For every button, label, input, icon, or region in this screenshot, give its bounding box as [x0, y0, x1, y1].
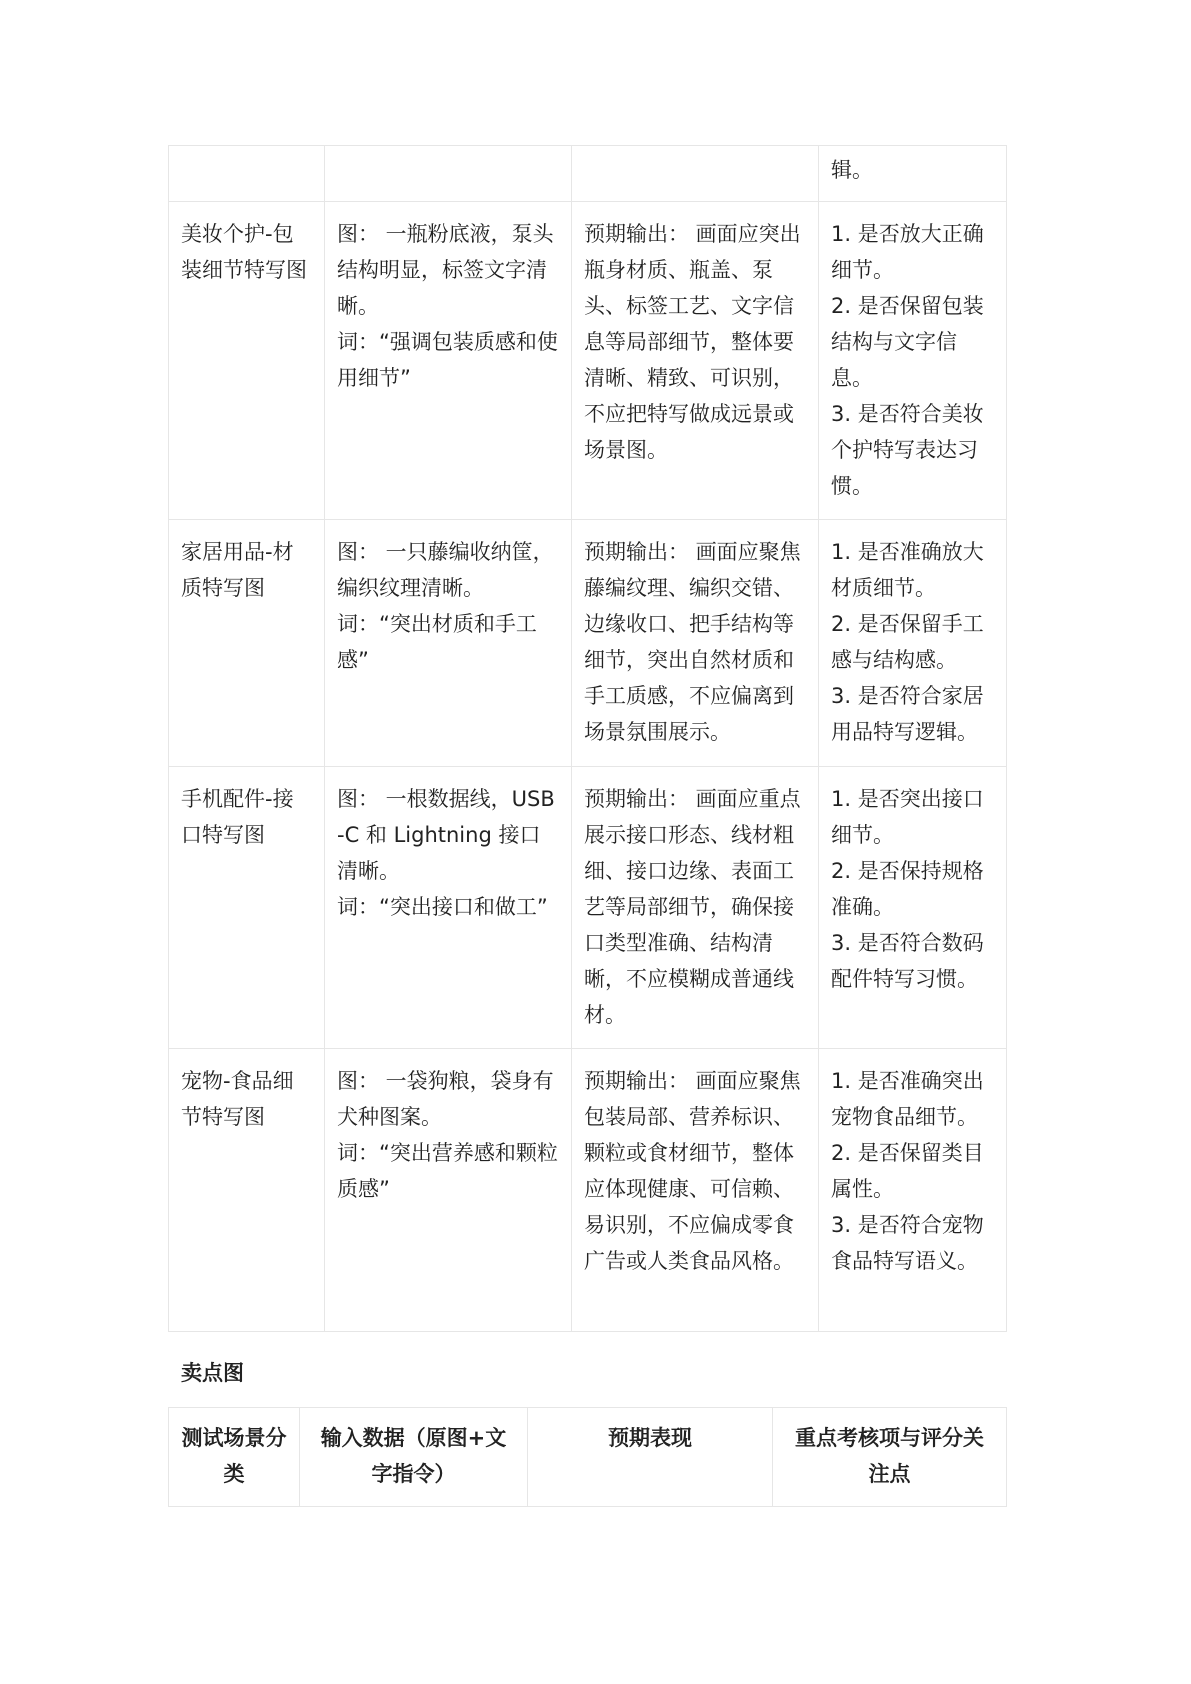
cell-text: 图： 一袋狗粮，袋身有犬种图案。	[337, 1069, 554, 1129]
scenario-cell	[169, 767, 325, 1049]
cell-text: 宠物-食品细节特写图	[181, 1069, 294, 1129]
cell-text: 预期输出： 画面应聚焦包装局部、营养标识、颗粒或食材细节，整体应体现健康、可信赖、易识别，不应偏成零食广告或人类食品风格。	[584, 1069, 801, 1273]
cell-text: 3. 是否符合家居用品特写逻辑。	[831, 684, 984, 744]
table-row	[169, 520, 1007, 767]
cell-text: 手机配件-接口特写图	[181, 787, 294, 847]
header-scoring-focus: 重点考核项与评分关注点	[773, 1408, 1007, 1507]
cell-text: 3. 是否符合宠物食品特写语义。	[831, 1213, 984, 1273]
cell-text: 家居用品-材质特写图	[181, 540, 294, 600]
scenario-cell	[169, 202, 325, 520]
input-cell	[325, 202, 572, 520]
cell-text: 3. 是否符合美妆个护特写表达习惯。	[831, 402, 984, 498]
document-page	[168, 145, 1006, 1332]
table-row	[169, 146, 1007, 202]
header-scenario-category: 测试场景分类	[169, 1408, 300, 1507]
table-row	[169, 1049, 1007, 1332]
input-cell	[325, 146, 572, 202]
scenario-cell	[169, 520, 325, 767]
scoring-cell	[819, 1049, 1007, 1332]
cell-text: 词：“强调包装质感和使用细节”	[337, 330, 558, 390]
cell-text: 美妆个护-包装细节特写图	[181, 222, 307, 282]
expected-cell	[572, 202, 819, 520]
selling-point-table	[168, 1407, 1006, 1507]
cell-text: 词：“突出材质和手工感”	[337, 612, 537, 672]
expected-cell	[572, 1049, 819, 1332]
scoring-cell	[819, 202, 1007, 520]
cell-text: 图： 一瓶粉底液，泵头结构明显，标签文字清晰。	[337, 222, 554, 318]
cell-text: 1. 是否放大正确细节。	[831, 222, 984, 282]
input-cell	[325, 767, 572, 1049]
expected-cell	[572, 767, 819, 1049]
test-case-table	[168, 145, 1007, 1332]
cell-text: 预期输出： 画面应重点展示接口形态、线材粗细、接口边缘、表面工艺等局部细节，确保接口类型准确、结构清晰，不应模糊成普通线材。	[584, 787, 801, 1027]
cell-text: 预期输出： 画面应聚焦藤编纹理、编织交错、边缘收口、把手结构等细节，突出自然材质和手工质感，不应偏离到场景氛围展示。	[584, 540, 801, 744]
cell-text: 2. 是否保持规格准确。	[831, 859, 984, 919]
cell-text: 辑。	[831, 158, 873, 182]
header-expected-behavior: 预期表现	[528, 1408, 773, 1507]
header-input-data: 输入数据（原图+文字指令）	[300, 1408, 528, 1507]
cell-text: 2. 是否保留类目属性。	[831, 1141, 984, 1201]
cell-text: 词：“突出营养感和颗粒质感”	[337, 1141, 558, 1201]
cell-text: 3. 是否符合数码配件特写习惯。	[831, 931, 984, 991]
cell-text: 1. 是否准确放大材质细节。	[831, 540, 984, 600]
cell-text: 图： 一只藤编收纳筐，编织纹理清晰。	[337, 540, 554, 600]
cell-text: 词：“突出接口和做工”	[337, 895, 548, 919]
scoring-cell	[819, 767, 1007, 1049]
table-header-row	[169, 1408, 1007, 1507]
input-cell	[325, 520, 572, 767]
table-row	[169, 767, 1007, 1049]
section-title: 卖点图	[181, 1361, 244, 1385]
scoring-cell	[819, 520, 1007, 767]
scenario-cell	[169, 1049, 325, 1332]
expected-cell	[572, 520, 819, 767]
scenario-cell	[169, 146, 325, 202]
cell-text: 1. 是否突出接口细节。	[831, 787, 984, 847]
expected-cell	[572, 146, 819, 202]
table-row	[169, 202, 1007, 520]
scoring-cell	[819, 146, 1007, 202]
cell-text: 2. 是否保留包装结构与文字信息。	[831, 294, 984, 390]
cell-text: 1. 是否准确突出宠物食品细节。	[831, 1069, 984, 1129]
input-cell	[325, 1049, 572, 1332]
cell-text: 图： 一根数据线，USB-C 和 Lightning 接口清晰。	[337, 787, 555, 883]
cell-text: 2. 是否保留手工感与结构感。	[831, 612, 984, 672]
cell-text: 预期输出： 画面应突出瓶身材质、瓶盖、泵头、标签工艺、文字信息等局部细节，整体要清晰、精致、可识别，不应把特写做成远景或场景图。	[584, 222, 801, 462]
